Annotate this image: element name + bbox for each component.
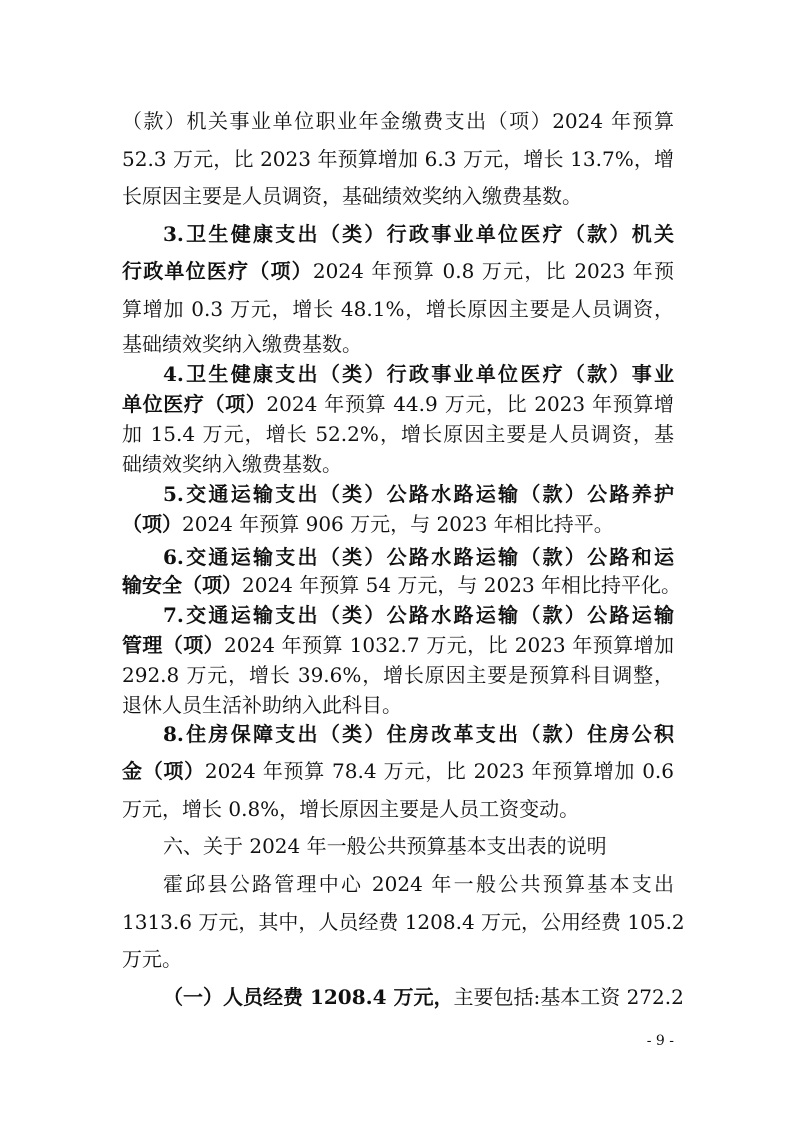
text-run: 1313.6 万元，其中，人员经费 1208.4 万元，公用经费 105.2 xyxy=(122,910,685,934)
bold-run: 7.交通运输支出（类）公路水路运输（款）公路运输 xyxy=(163,603,674,627)
text-run: 六、关于 2024 年一般公共预算基本支出表的说明 xyxy=(163,834,607,858)
paragraph-1-line-1 xyxy=(122,253,674,289)
paragraph-8-line-0 xyxy=(163,866,674,902)
bold-run: 4.卫生健康支出（类）行政事业单位医疗（款）事业 xyxy=(163,362,674,386)
paragraph-6-line-2 xyxy=(122,791,674,827)
text-run: 主要包括:基本工资 272.2 xyxy=(453,985,684,1009)
bold-run: 6.交通运输支出（类）公路水路运输（款）公路和运 xyxy=(163,545,674,569)
text-run: 础绩效奖纳入缴费基数。 xyxy=(122,452,342,476)
paragraph-1-line-2 xyxy=(122,291,674,327)
paragraph-6-line-1 xyxy=(122,753,674,789)
paragraph-9-line-0 xyxy=(163,979,684,1015)
bold-run: 行政单位医疗（项） xyxy=(122,259,313,283)
paragraph-0-line-0 xyxy=(122,103,674,139)
bold-run: 输安全（项） xyxy=(122,573,242,597)
text-run: 长原因主要是人员调资，基础绩效奖纳入缴费基数。 xyxy=(122,184,582,208)
text-run: 霍邱县公路管理中心 2024 年一般公共预算基本支出 xyxy=(163,872,674,896)
text-run: 2024 年预算 54 万元，与 2023 年相比持平化。 xyxy=(242,573,682,597)
text-run: 52.3 万元，比 2023 年预算增加 6.3 万元，增长 13.7%，增 xyxy=(122,147,674,171)
paragraph-1-line-0 xyxy=(163,216,674,252)
bold-run: 8.住房保障支出（类）住房改革支出（款）住房公积 xyxy=(163,722,674,746)
text-run: 万元，增长 0.8%，增长原因主要是人员工资变动。 xyxy=(122,797,580,821)
text-run: （款）机关事业单位职业年金缴费支出（项）2024 年预算 xyxy=(122,109,674,133)
text-run: 2024 年预算 78.4 万元，比 2023 年预算增加 0.6 xyxy=(204,759,674,783)
bold-run: 5.交通运输支出（类）公路水路运输（款）公路养护 xyxy=(163,482,674,506)
bold-run: （项） xyxy=(122,512,182,536)
paragraph-0-line-2 xyxy=(122,178,674,214)
text-run: 加 15.4 万元，增长 52.2%，增长原因主要是人员调资，基 xyxy=(122,422,674,446)
text-run: 2024 年预算 0.8 万元，比 2023 年预 xyxy=(312,259,675,283)
page-number: - 9 - xyxy=(646,1033,674,1049)
text-run: 2024 年预算 906 万元，与 2023 年相比持平。 xyxy=(182,512,614,536)
section-heading xyxy=(163,828,674,864)
text-run: 292.8 万元，增长 39.6%，增长原因主要是预算科目调整， xyxy=(122,663,674,687)
text-run: 基础绩效奖纳入缴费基数。 xyxy=(122,332,362,356)
bold-run: 金（项） xyxy=(122,759,205,783)
text-run: 万元。 xyxy=(122,947,182,971)
paragraph-8-line-1 xyxy=(122,904,685,940)
paragraph-3-line-1 xyxy=(122,506,674,542)
text-run: 算增加 0.3 万元，增长 48.1%，增长原因主要是人员调资， xyxy=(122,297,674,321)
bold-run: 单位医疗（项） xyxy=(122,392,267,416)
paragraph-6-line-0 xyxy=(163,716,674,752)
paragraph-8-line-2 xyxy=(122,941,674,977)
text-run: 2024 年预算 44.9 万元，比 2023 年预算增 xyxy=(266,392,674,416)
bold-run: 3.卫生健康支出（类）行政事业单位医疗（款）机关 xyxy=(163,222,674,246)
text-run: 退休人员生活补助纳入此科目。 xyxy=(122,693,402,717)
paragraph-0-line-1 xyxy=(122,141,674,177)
bold-run: （一）人员经费 1208.4 万元， xyxy=(163,985,454,1009)
bold-run: 管理（项） xyxy=(122,633,225,657)
text-run: 2024 年预算 1032.7 万元，比 2023 年预算增加 xyxy=(224,633,674,657)
